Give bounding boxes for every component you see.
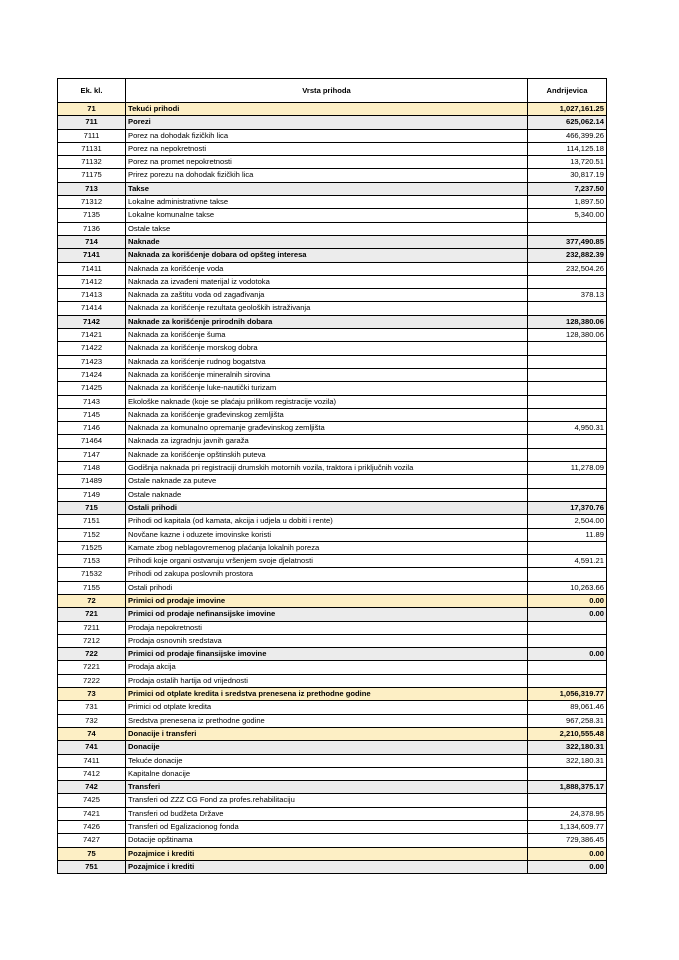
table-row xyxy=(58,568,607,581)
row-value: 7,237.50 xyxy=(528,182,607,195)
table-row xyxy=(58,541,607,554)
row-name: Naknada za korišćenje morskog dobra xyxy=(126,342,528,355)
row-value: 0.00 xyxy=(528,860,607,873)
table-row xyxy=(58,634,607,647)
row-value: 0.00 xyxy=(528,608,607,621)
row-code: 7151 xyxy=(58,515,126,528)
row-value: 11,278.09 xyxy=(528,462,607,475)
table-row xyxy=(58,741,607,754)
table-row xyxy=(58,355,607,368)
table-row xyxy=(58,329,607,342)
header-value: Andrijevica xyxy=(528,79,607,103)
row-code: 71175 xyxy=(58,169,126,182)
table-row xyxy=(58,581,607,594)
row-name: Porez na promet nepokretnosti xyxy=(126,156,528,169)
row-code: 711 xyxy=(58,116,126,129)
row-code: 71412 xyxy=(58,275,126,288)
row-name: Prodaja osnovnih sredstava xyxy=(126,634,528,647)
row-code: 7143 xyxy=(58,395,126,408)
row-code: 7153 xyxy=(58,555,126,568)
row-value: 1,027,161.25 xyxy=(528,103,607,116)
row-value: 1,888,375.17 xyxy=(528,781,607,794)
row-code: 7152 xyxy=(58,528,126,541)
table-row xyxy=(58,462,607,475)
row-code: 7135 xyxy=(58,209,126,222)
row-code: 7145 xyxy=(58,408,126,421)
row-name: Lokalne komunalne takse xyxy=(126,209,528,222)
table-row xyxy=(58,262,607,275)
header-name: Vrsta prihoda xyxy=(126,79,528,103)
row-name: Dotacije opštinama xyxy=(126,834,528,847)
row-code: 71421 xyxy=(58,329,126,342)
row-code: 7412 xyxy=(58,767,126,780)
table-row xyxy=(58,169,607,182)
row-name: Ostali prihodi xyxy=(126,581,528,594)
row-name: Ekološke naknade (koje se plaćaju prilikom registracije vozila) xyxy=(126,395,528,408)
table-row xyxy=(58,594,607,607)
row-name: Naknade za korišćenje prirodnih dobara xyxy=(126,315,528,328)
table-row xyxy=(58,767,607,780)
row-code: 714 xyxy=(58,235,126,248)
table-row xyxy=(58,754,607,767)
row-value: 89,061.46 xyxy=(528,701,607,714)
row-value: 0.00 xyxy=(528,648,607,661)
row-code: 71131 xyxy=(58,142,126,155)
row-name: Transferi od budžeta Države xyxy=(126,807,528,820)
row-code: 7149 xyxy=(58,488,126,501)
row-name: Sredstva prenesena iz prethodne godine xyxy=(126,714,528,727)
table-row xyxy=(58,555,607,568)
row-code: 71532 xyxy=(58,568,126,581)
table-row xyxy=(58,289,607,302)
row-value: 232,882.39 xyxy=(528,249,607,262)
row-name: Prodaja nepokretnosti xyxy=(126,621,528,634)
table-row xyxy=(58,528,607,541)
row-code: 7148 xyxy=(58,462,126,475)
row-name: Naknada za korišćenje dobara od opšteg interesa xyxy=(126,249,528,262)
row-value xyxy=(528,368,607,381)
row-name: Pozajmice i krediti xyxy=(126,860,528,873)
row-code: 71411 xyxy=(58,262,126,275)
row-name: Naknada za zaštitu voda od zagađivanja xyxy=(126,289,528,302)
row-value: 378.13 xyxy=(528,289,607,302)
row-value xyxy=(528,475,607,488)
row-code: 73 xyxy=(58,688,126,701)
table-row xyxy=(58,701,607,714)
row-value xyxy=(528,222,607,235)
row-code: 7222 xyxy=(58,674,126,687)
row-name: Naknada za korišćenje rezultata geoloških istraživanja xyxy=(126,302,528,315)
row-value xyxy=(528,382,607,395)
row-value xyxy=(528,794,607,807)
table-row xyxy=(58,714,607,727)
row-value: 377,490.85 xyxy=(528,235,607,248)
table-row xyxy=(58,408,607,421)
row-code: 7211 xyxy=(58,621,126,634)
row-name: Naknada za korišćenje voda xyxy=(126,262,528,275)
row-name: Lokalne administrativne takse xyxy=(126,196,528,209)
row-name: Kamate zbog neblagovremenog plaćanja lokalnih poreza xyxy=(126,541,528,554)
table-row xyxy=(58,196,607,209)
table-row xyxy=(58,435,607,448)
row-code: 71525 xyxy=(58,541,126,554)
table-row xyxy=(58,275,607,288)
table-row xyxy=(58,501,607,514)
row-value xyxy=(528,767,607,780)
row-code: 7136 xyxy=(58,222,126,235)
row-value: 128,380.06 xyxy=(528,315,607,328)
row-value xyxy=(528,448,607,461)
row-code: 7146 xyxy=(58,422,126,435)
row-name: Porez na dohodak fizičkih lica xyxy=(126,129,528,142)
row-code: 71132 xyxy=(58,156,126,169)
table-row xyxy=(58,448,607,461)
row-code: 742 xyxy=(58,781,126,794)
row-value: 0.00 xyxy=(528,594,607,607)
row-name: Naknada za korišćenje šuma xyxy=(126,329,528,342)
row-value xyxy=(528,621,607,634)
row-code: 7427 xyxy=(58,834,126,847)
row-code: 7426 xyxy=(58,821,126,834)
row-name: Porez na nepokretnosti xyxy=(126,142,528,155)
row-code: 71425 xyxy=(58,382,126,395)
row-code: 713 xyxy=(58,182,126,195)
row-code: 72 xyxy=(58,594,126,607)
row-value: 0.00 xyxy=(528,847,607,860)
row-value: 17,370.76 xyxy=(528,501,607,514)
row-name: Donacije i transferi xyxy=(126,727,528,740)
row-name: Porezi xyxy=(126,116,528,129)
row-code: 74 xyxy=(58,727,126,740)
row-value: 5,340.00 xyxy=(528,209,607,222)
row-name: Tekući prihodi xyxy=(126,103,528,116)
row-name: Prihodi od kapitala (od kamata, akcija i udjela u dobiti i rente) xyxy=(126,515,528,528)
table-row xyxy=(58,249,607,262)
row-value: 2,504.00 xyxy=(528,515,607,528)
table-row xyxy=(58,368,607,381)
table-row xyxy=(58,315,607,328)
table-row xyxy=(58,727,607,740)
row-code: 7425 xyxy=(58,794,126,807)
row-code: 751 xyxy=(58,860,126,873)
row-name: Prodaja akcija xyxy=(126,661,528,674)
row-name: Primici od prodaje nefinansijske imovine xyxy=(126,608,528,621)
table-row xyxy=(58,475,607,488)
row-name: Transferi od ZZZ CG Fond za profes.rehabilitaciju xyxy=(126,794,528,807)
row-name: Takse xyxy=(126,182,528,195)
row-value xyxy=(528,634,607,647)
table-row xyxy=(58,129,607,142)
row-code: 741 xyxy=(58,741,126,754)
row-code: 7212 xyxy=(58,634,126,647)
table-row xyxy=(58,116,607,129)
row-code: 722 xyxy=(58,648,126,661)
row-value: 322,180.31 xyxy=(528,754,607,767)
row-value: 13,720.51 xyxy=(528,156,607,169)
row-value: 4,950.31 xyxy=(528,422,607,435)
row-name: Transferi xyxy=(126,781,528,794)
table-row xyxy=(58,395,607,408)
row-name: Primici od prodaje imovine xyxy=(126,594,528,607)
row-name: Prihodi koje organi ostvaruju vršenjem svoje djelatnosti xyxy=(126,555,528,568)
row-name: Ostale takse xyxy=(126,222,528,235)
row-code: 71312 xyxy=(58,196,126,209)
row-code: 71424 xyxy=(58,368,126,381)
row-name: Donacije xyxy=(126,741,528,754)
row-value: 2,210,555.48 xyxy=(528,727,607,740)
row-code: 715 xyxy=(58,501,126,514)
row-code: 71489 xyxy=(58,475,126,488)
row-name: Kapitalne donacije xyxy=(126,767,528,780)
table-row xyxy=(58,209,607,222)
row-value: 1,134,609.77 xyxy=(528,821,607,834)
table-row xyxy=(58,515,607,528)
table-row xyxy=(58,182,607,195)
row-value xyxy=(528,395,607,408)
row-name: Novčane kazne i oduzete imovinske koristi xyxy=(126,528,528,541)
row-code: 7141 xyxy=(58,249,126,262)
row-value: 1,056,319.77 xyxy=(528,688,607,701)
table-row xyxy=(58,688,607,701)
table-row xyxy=(58,674,607,687)
row-value xyxy=(528,408,607,421)
row-code: 71464 xyxy=(58,435,126,448)
table-row xyxy=(58,222,607,235)
row-name: Naknade za korišćenje opštinskih puteva xyxy=(126,448,528,461)
row-code: 71414 xyxy=(58,302,126,315)
table-row xyxy=(58,382,607,395)
row-code: 7421 xyxy=(58,807,126,820)
row-name: Ostale naknade za puteve xyxy=(126,475,528,488)
row-value xyxy=(528,661,607,674)
table-row xyxy=(58,302,607,315)
row-value xyxy=(528,488,607,501)
row-name: Ostale naknade xyxy=(126,488,528,501)
table-row xyxy=(58,621,607,634)
row-value: 10,263.66 xyxy=(528,581,607,594)
row-name: Transferi od Egalizacionog fonda xyxy=(126,821,528,834)
row-code: 71422 xyxy=(58,342,126,355)
row-code: 7142 xyxy=(58,315,126,328)
row-value xyxy=(528,302,607,315)
row-value: 4,591.21 xyxy=(528,555,607,568)
revenue-table xyxy=(57,78,607,874)
row-value xyxy=(528,355,607,368)
row-value: 625,062.14 xyxy=(528,116,607,129)
row-code: 7147 xyxy=(58,448,126,461)
row-value: 114,125.18 xyxy=(528,142,607,155)
table-row xyxy=(58,847,607,860)
table-row xyxy=(58,834,607,847)
row-value: 232,504.26 xyxy=(528,262,607,275)
row-value xyxy=(528,541,607,554)
row-name: Naknade xyxy=(126,235,528,248)
table-row xyxy=(58,142,607,155)
table-row xyxy=(58,103,607,116)
row-value: 11.89 xyxy=(528,528,607,541)
row-name: Tekuće donacije xyxy=(126,754,528,767)
row-code: 71413 xyxy=(58,289,126,302)
table-header xyxy=(58,79,607,103)
row-code: 75 xyxy=(58,847,126,860)
row-name: Naknada za izgradnju javnih garaža xyxy=(126,435,528,448)
table-row xyxy=(58,860,607,873)
row-name: Primici od otplate kredita xyxy=(126,701,528,714)
table-row xyxy=(58,342,607,355)
table-body xyxy=(58,103,607,874)
row-name: Primici od otplate kredita i sredstva prenesena iz prethodne godine xyxy=(126,688,528,701)
row-value: 24,378.95 xyxy=(528,807,607,820)
row-value: 322,180.31 xyxy=(528,741,607,754)
table-row xyxy=(58,422,607,435)
row-name: Prirez porezu na dohodak fizičkih lica xyxy=(126,169,528,182)
row-code: 7155 xyxy=(58,581,126,594)
row-name: Naknada za komunalno opremanje građevinskog zemljišta xyxy=(126,422,528,435)
row-value xyxy=(528,674,607,687)
row-value: 30,817.19 xyxy=(528,169,607,182)
row-name: Naknada za izvađeni materijal iz vodotoka xyxy=(126,275,528,288)
row-code: 71423 xyxy=(58,355,126,368)
row-value: 729,386.45 xyxy=(528,834,607,847)
row-name: Naknada za korišćenje luke-nautički turizam xyxy=(126,382,528,395)
table-row xyxy=(58,781,607,794)
row-name: Prodaja ostalih hartija od vrijednosti xyxy=(126,674,528,687)
row-value: 967,258.31 xyxy=(528,714,607,727)
row-value: 128,380.06 xyxy=(528,329,607,342)
row-code: 7411 xyxy=(58,754,126,767)
row-name: Ostali prihodi xyxy=(126,501,528,514)
table-row xyxy=(58,807,607,820)
row-value: 1,897.50 xyxy=(528,196,607,209)
row-value xyxy=(528,342,607,355)
table-row xyxy=(58,821,607,834)
row-code: 732 xyxy=(58,714,126,727)
table-row xyxy=(58,608,607,621)
row-value: 466,399.26 xyxy=(528,129,607,142)
table-row xyxy=(58,794,607,807)
row-code: 731 xyxy=(58,701,126,714)
row-name: Naknada za korišćenje građevinskog zemljišta xyxy=(126,408,528,421)
row-name: Primici od prodaje finansijske imovine xyxy=(126,648,528,661)
table-row xyxy=(58,235,607,248)
table-row xyxy=(58,488,607,501)
row-code: 7221 xyxy=(58,661,126,674)
row-name: Naknada za korišćenje rudnog bogatstva xyxy=(126,355,528,368)
table-row xyxy=(58,156,607,169)
row-value xyxy=(528,568,607,581)
row-code: 721 xyxy=(58,608,126,621)
row-name: Naknada za korišćenje mineralnih sirovina xyxy=(126,368,528,381)
table-row xyxy=(58,648,607,661)
header-code: Ek. kl. xyxy=(58,79,126,103)
row-value xyxy=(528,275,607,288)
row-name: Prihodi od zakupa poslovnih prostora xyxy=(126,568,528,581)
row-code: 7111 xyxy=(58,129,126,142)
row-name: Godišnja naknada pri registraciji drumskih motornih vozila, traktora i priključnih vozila xyxy=(126,462,528,475)
row-name: Pozajmice i krediti xyxy=(126,847,528,860)
row-value xyxy=(528,435,607,448)
row-code: 71 xyxy=(58,103,126,116)
table-row xyxy=(58,661,607,674)
